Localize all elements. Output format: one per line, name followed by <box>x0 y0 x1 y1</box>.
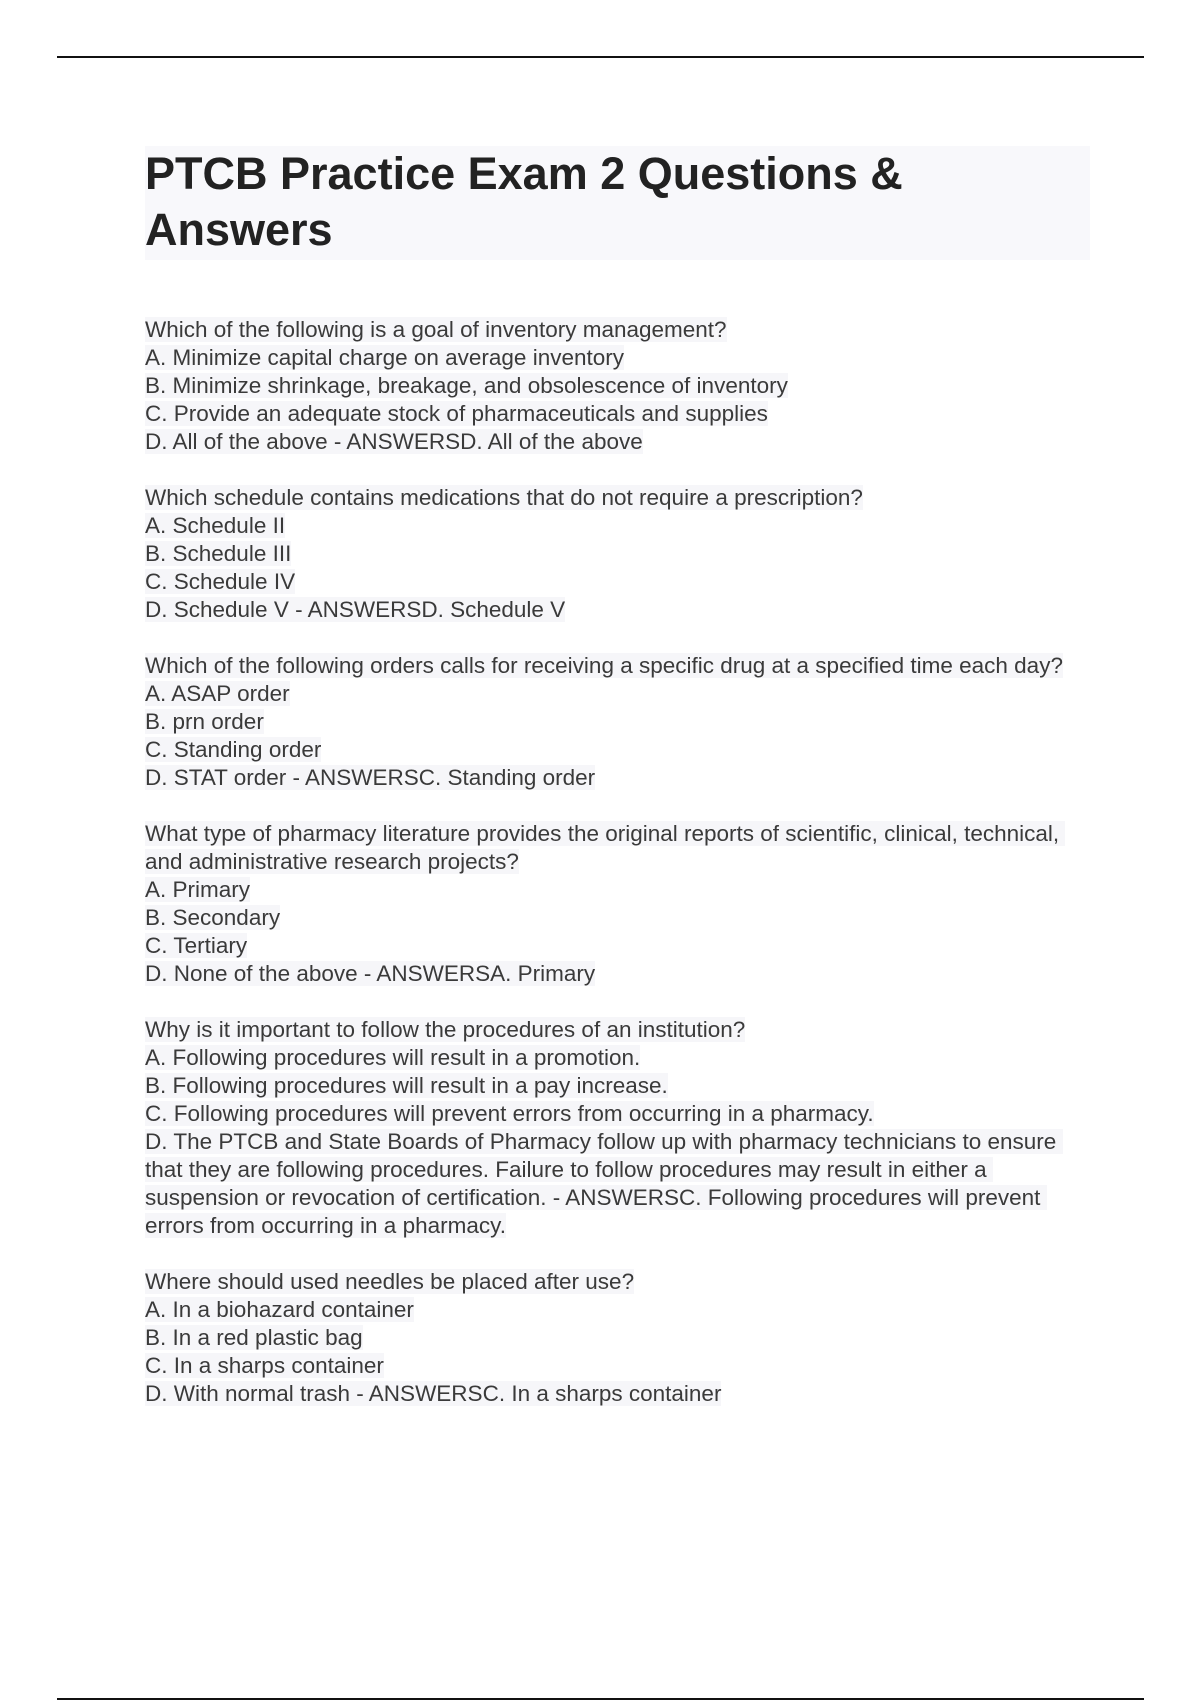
question-text: Which schedule contains medications that do not require a prescription? <box>145 485 863 510</box>
option-c: C. Tertiary <box>145 933 248 958</box>
option-c: C. Following procedures will prevent errors from occurring in a pharmacy. <box>145 1101 874 1126</box>
option-a: A. Primary <box>145 877 251 902</box>
option-c: C. Standing order <box>145 737 322 762</box>
top-divider <box>57 56 1144 58</box>
option-b: B. prn order <box>145 709 264 734</box>
option-b: B. Schedule III <box>145 541 292 566</box>
option-d-with-answer: D. All of the above - ANSWERSD. All of the above <box>145 429 643 454</box>
option-a: A. ASAP order <box>145 681 290 706</box>
option-b: B. Secondary <box>145 905 281 930</box>
title-block <box>145 146 1090 260</box>
question-text: Which of the following is a goal of inventory management? <box>145 317 727 342</box>
option-b: B. In a red plastic bag <box>145 1325 363 1350</box>
question-text: What type of pharmacy literature provides the original reports of scientific, clinical, technical, and administrative research projects? <box>145 821 1066 874</box>
document-title: PTCB Practice Exam 2 Questions & Answers <box>145 148 903 255</box>
question-block-6 <box>145 1268 1090 1408</box>
question-block-5 <box>145 1016 1090 1240</box>
option-b: B. Following procedures will result in a pay increase. <box>145 1073 668 1098</box>
option-d-with-answer: D. None of the above - ANSWERSA. Primary <box>145 961 596 986</box>
question-text: Which of the following orders calls for receiving a specific drug at a specified time each day? <box>145 653 1063 678</box>
question-block-3 <box>145 652 1090 792</box>
option-d-with-answer: D. The PTCB and State Boards of Pharmacy follow up with pharmacy technicians to ensure that they are following procedures. Failure to follow procedures may result in either a suspension or revocation of certification. - ANSWERSC. Following procedures will prevent errors from occurring in a pharmacy. <box>145 1129 1063 1238</box>
question-text: Where should used needles be placed after use? <box>145 1269 635 1294</box>
option-a: A. Schedule II <box>145 513 286 538</box>
option-d-with-answer: D. Schedule V - ANSWERSD. Schedule V <box>145 597 566 622</box>
option-c: C. In a sharps container <box>145 1353 384 1378</box>
option-c: C. Provide an adequate stock of pharmaceuticals and supplies <box>145 401 768 426</box>
question-block-2 <box>145 484 1090 624</box>
option-a: A. In a biohazard container <box>145 1297 414 1322</box>
option-b: B. Minimize shrinkage, breakage, and obsolescence of inventory <box>145 373 788 398</box>
option-a: A. Minimize capital charge on average inventory <box>145 345 624 370</box>
option-d-with-answer: D. STAT order - ANSWERSC. Standing order <box>145 765 596 790</box>
question-block-1 <box>145 316 1090 456</box>
question-block-4 <box>145 820 1090 988</box>
question-text: Why is it important to follow the procedures of an institution? <box>145 1017 746 1042</box>
option-d-with-answer: D. With normal trash - ANSWERSC. In a sharps container <box>145 1381 722 1406</box>
option-c: C. Schedule IV <box>145 569 296 594</box>
document-body <box>145 146 1090 1436</box>
option-a: A. Following procedures will result in a promotion. <box>145 1045 641 1070</box>
